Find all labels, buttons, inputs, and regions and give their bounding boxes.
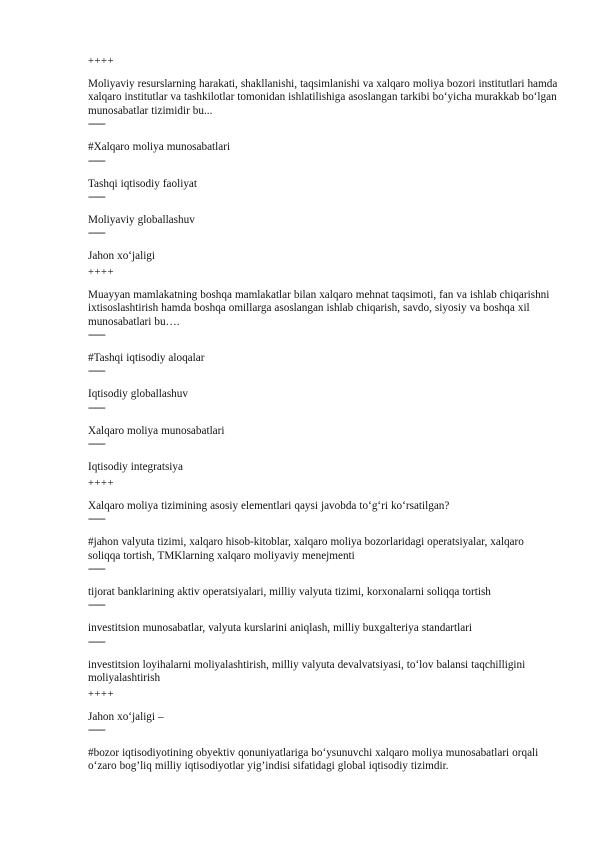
text-line: Xalqaro moliya munosabatlari bbox=[88, 424, 225, 437]
text-line: Moliyaviy resurslarning harakati, shakllanishi, taqsimlanishi va xalqaro moliya bozori institutlari hamda xalqaro institutlar va tashkilotlar tomonidan ishlatilishiga asoslangan tarkibi bo‘yicha murakkab bo‘lgan munosabatlar tizimidir bu... bbox=[88, 78, 558, 117]
answer-separator: ===== bbox=[88, 725, 105, 735]
answer-separator: ===== bbox=[88, 637, 105, 647]
answer-separator: ===== bbox=[88, 515, 105, 525]
answer-separator: ===== bbox=[88, 601, 105, 611]
text-line: Jahon xo‘jaligi – bbox=[88, 710, 164, 723]
text-line: #bozor iqtisodiyotining obyektiv qonuniyatlariga bo‘ysunuvchi xalqaro moliya munosabatlari orqali o‘zaro bog’liq milliy iqtisodiyotlar yig’indisi sifatidagi global iqtisodiy tizimdir. bbox=[88, 746, 539, 773]
question-marker: ++++ bbox=[88, 688, 115, 700]
answer-separator: ===== bbox=[88, 229, 105, 239]
answer-separator: ===== bbox=[88, 331, 105, 341]
text-line: Moliyaviy globallashuv bbox=[88, 214, 195, 227]
answer-separator: ===== bbox=[88, 440, 105, 450]
text-line: investitsion munosabatlar, valyuta kurslarini aniqlash, milliy buxgalteriya standartlari bbox=[88, 622, 473, 635]
text-line: #Tashqi iqtisodiy aloqalar bbox=[88, 352, 205, 365]
answer-separator: ===== bbox=[88, 120, 105, 130]
text-line: Iqtisodiy integratsiya bbox=[88, 461, 183, 474]
text-line: investitsion loyihalarni moliyalashtirish, milliy valyuta devalvatsiyasi, to‘lov balansi taqchilligini moliyalashtirish bbox=[88, 658, 526, 685]
question-marker: ++++ bbox=[88, 266, 115, 278]
answer-separator: ===== bbox=[88, 564, 105, 574]
question-marker: ++++ bbox=[88, 477, 115, 489]
text-line: #jahon valyuta tizimi, xalqaro hisob-kitoblar, xalqaro moliya bozorlaridagi operatsiyalar, xalqaro soliqqa tortish, TMKlarning xalqaro moliyaviy menejmenti bbox=[88, 536, 524, 562]
answer-separator: ===== bbox=[88, 403, 105, 413]
text-line: Jahon xo‘jaligi bbox=[88, 250, 156, 263]
answer-separator: ===== bbox=[88, 156, 105, 166]
text-line: Iqtisodiy globallashuv bbox=[88, 388, 188, 401]
question-list bbox=[88, 56, 558, 774]
answer-separator: ===== bbox=[88, 367, 105, 377]
text-line: tijorat banklarining aktiv operatsiyalari, milliy valyuta tizimi, korxonalarni soliqqa tortish bbox=[88, 585, 491, 598]
text-line: Muayyan mamlakatning boshqa mamlakatlar bilan xalqaro mehnat taqsimoti, fan va ishlab chiqarishni ixtisoslashtirish hamda boshqa omillarga asoslangan ishlab chiqarish, savdo, siyosiy va boshqa xil munosabatlari bu…. bbox=[88, 288, 550, 328]
answer-separator: ===== bbox=[88, 193, 105, 203]
question-marker: ++++ bbox=[88, 56, 115, 67]
text-line: Xalqaro moliya tizimining asosiy elementlari qaysi javobda to‘g‘ri ko‘rsatilgan? bbox=[88, 499, 450, 512]
text-line: #Xalqaro moliya munosabatlari bbox=[88, 141, 231, 154]
text-line: Tashqi iqtisodiy faoliyat bbox=[88, 177, 197, 190]
